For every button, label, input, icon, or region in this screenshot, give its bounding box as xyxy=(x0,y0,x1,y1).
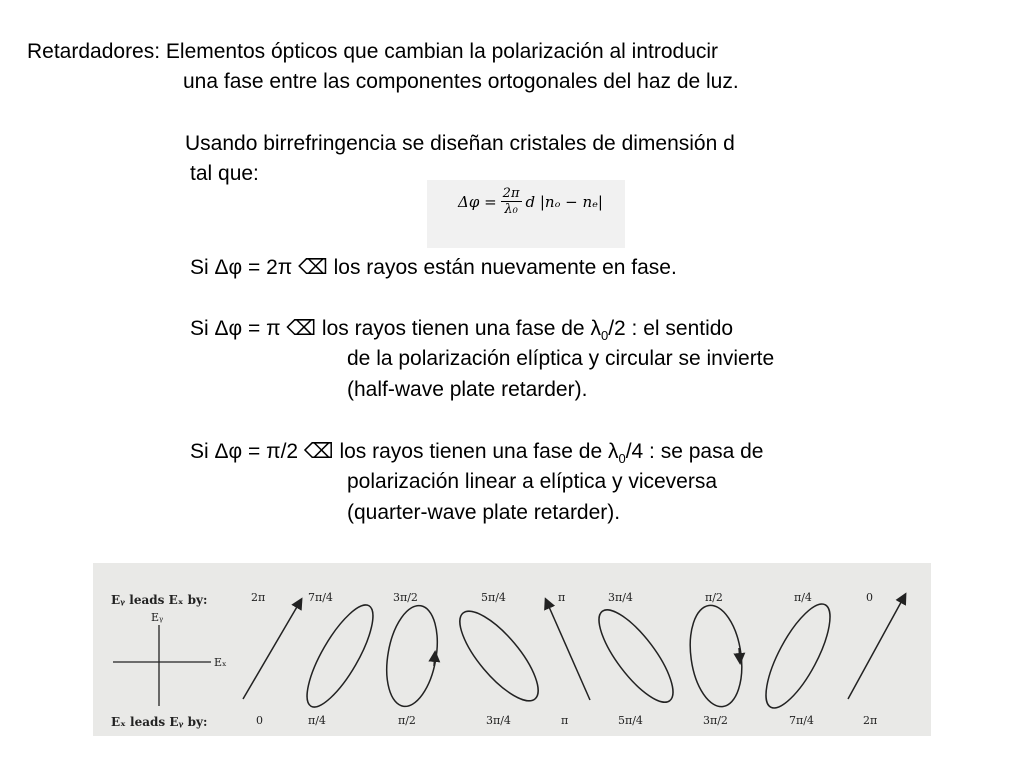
case-half-pi-line-2: polarización linear a elíptica y viceversa xyxy=(347,470,718,493)
figure-top-label: Eᵧ leads Eₓ by: xyxy=(111,593,208,607)
retardation-formula xyxy=(458,186,603,217)
top-value: 3π/4 xyxy=(608,591,633,604)
bottom-value: 5π/4 xyxy=(618,714,643,727)
top-value: 2π xyxy=(251,591,266,604)
bottom-value: 3π/2 xyxy=(703,714,728,727)
bottom-value: π/4 xyxy=(308,714,326,727)
case-pi-tail: /2 : el sentido xyxy=(608,317,734,340)
elliptical-polarization-ellipse xyxy=(295,597,384,715)
axis-y-label: Eᵧ xyxy=(151,611,164,624)
title-line-1: Retardadores: Elementos ópticos que cambian la polarización al introducir xyxy=(27,40,719,63)
figure-bottom-label: Eₓ leads Eᵧ by: xyxy=(111,715,208,729)
polarization-diagram xyxy=(93,563,931,736)
case-pi-line-1 xyxy=(190,316,733,349)
top-value: 7π/4 xyxy=(308,591,333,604)
rotation-arrow xyxy=(434,653,435,666)
polarization-figure xyxy=(93,563,931,736)
bottom-values xyxy=(256,714,877,727)
elliptical-polarization-ellipse xyxy=(587,600,685,712)
case-half-pi-line-3: (quarter-wave plate retarder). xyxy=(347,501,621,524)
formula-fraction xyxy=(501,186,522,217)
elliptical-polarization-ellipse xyxy=(754,596,842,716)
polarization-shapes xyxy=(243,595,905,716)
elliptical-polarization-ellipse xyxy=(448,600,551,712)
formula-numerator: 2π xyxy=(502,186,520,201)
elliptical-polarization-ellipse xyxy=(684,602,748,710)
case-2pi: Si Δφ = 2π ⌫ los rayos están nuevamente en fase. xyxy=(190,256,677,279)
case-half-pi-subscript: 0 xyxy=(618,451,626,467)
top-value: π/4 xyxy=(794,591,812,604)
top-values xyxy=(251,591,873,604)
case-half-pi-tail: /4 : se pasa de xyxy=(625,440,764,463)
top-value: 5π/4 xyxy=(481,591,506,604)
top-value: π xyxy=(558,591,566,604)
bottom-value: π xyxy=(561,714,569,727)
formula-lhs: Δφ = xyxy=(458,192,497,211)
case-pi-subscript: 0 xyxy=(600,328,609,344)
top-value: 3π/2 xyxy=(393,591,418,604)
bottom-value: 2π xyxy=(863,714,878,727)
axis-x-label: Eₓ xyxy=(214,656,227,669)
case-pi-line-2: de la polarización elíptica y circular se invierte xyxy=(347,347,775,370)
formula-rhs: d |nₒ − nₑ| xyxy=(525,192,603,211)
linear-polarization-arrow xyxy=(848,595,905,699)
formula-denominator: λ₀ xyxy=(504,202,518,217)
case-half-pi-line-1 xyxy=(190,439,763,472)
intro-line-1: Usando birrefringencia se diseñan cristales de dimensión d xyxy=(185,132,735,155)
linear-polarization-arrow xyxy=(243,600,301,699)
axes xyxy=(113,611,227,706)
case-half-pi-text: Si Δφ = π/2 ⌫ los rayos tienen una fase de λ xyxy=(190,440,619,463)
rotation-arrow xyxy=(739,648,740,662)
top-value: π/2 xyxy=(705,591,723,604)
title-line-2: una fase entre las componentes ortogonales del haz de luz. xyxy=(183,70,739,93)
linear-polarization-arrow xyxy=(546,600,590,700)
bottom-value: 0 xyxy=(256,714,263,727)
bottom-value: 3π/4 xyxy=(486,714,511,727)
bottom-value: π/2 xyxy=(398,714,416,727)
top-value: 0 xyxy=(866,591,873,604)
case-pi-text: Si Δφ = π ⌫ los rayos tienen una fase de λ xyxy=(190,317,601,340)
intro-line-2: tal que: xyxy=(190,162,259,185)
case-pi-line-3: (half-wave plate retarder). xyxy=(347,378,588,401)
bottom-value: 7π/4 xyxy=(789,714,814,727)
